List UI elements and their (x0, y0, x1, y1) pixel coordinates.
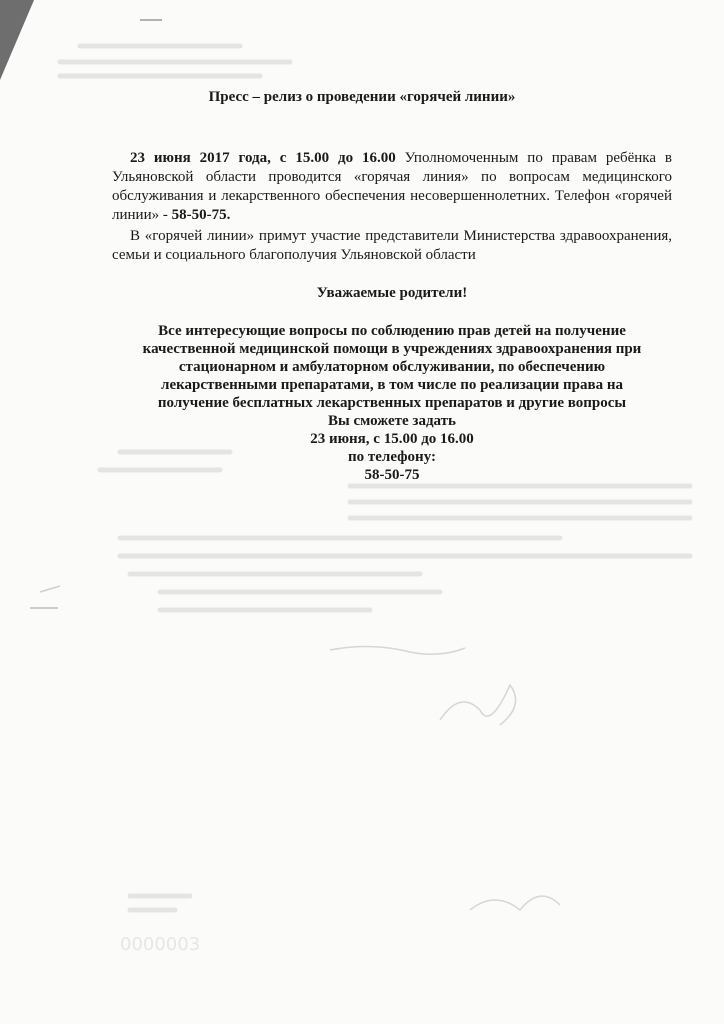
event-date-time: 23 июня 2017 года, с 15.00 до 16.00 (130, 150, 396, 166)
svg-text:0000003: 0000003 (120, 934, 201, 955)
participants-paragraph: В «горячей линии» примут участие представители Министерства здравоохранения, семьи и социального благополучия Ульяновской области (112, 228, 672, 263)
greeting-heading: Уважаемые родители! (316, 285, 468, 301)
appeal-line: качественной медицинской помощи в учреждениях здравоохранения при (142, 341, 642, 357)
press-release-title: Пресс – релиз о проведении «горячей линии» (208, 89, 516, 105)
appeal-line: получение бесплатных лекарственных препаратов и другие вопросы (157, 395, 627, 411)
announcement-paragraph (112, 149, 672, 225)
appeal-line: 58-50-75 (364, 467, 420, 483)
appeal-line: 23 июня, с 15.00 до 16.00 (310, 431, 474, 447)
appeal-line: стационарном и амбулаторном обслуживании, по обеспечению (178, 359, 606, 375)
appeal-line: по телефону: (348, 449, 436, 465)
appeal-line: Все интересующие вопросы по соблюдению прав детей на получение (158, 323, 626, 339)
appeal-line: Вы сможете задать (328, 413, 456, 429)
hotline-phone: 58-50-75. (171, 207, 231, 223)
announcement-text: Уполномоченным по правам ребёнка в Ульяновской области проводится «горячая линия» по вопросам медицинского обслуживания и лекарственного обеспечения несовершеннолетних. Телефон «горячей линии» - (112, 150, 673, 223)
appeal-line: лекарственными препаратами, в том числе по реализации права на (161, 377, 623, 393)
appeal-block (80, 322, 704, 484)
